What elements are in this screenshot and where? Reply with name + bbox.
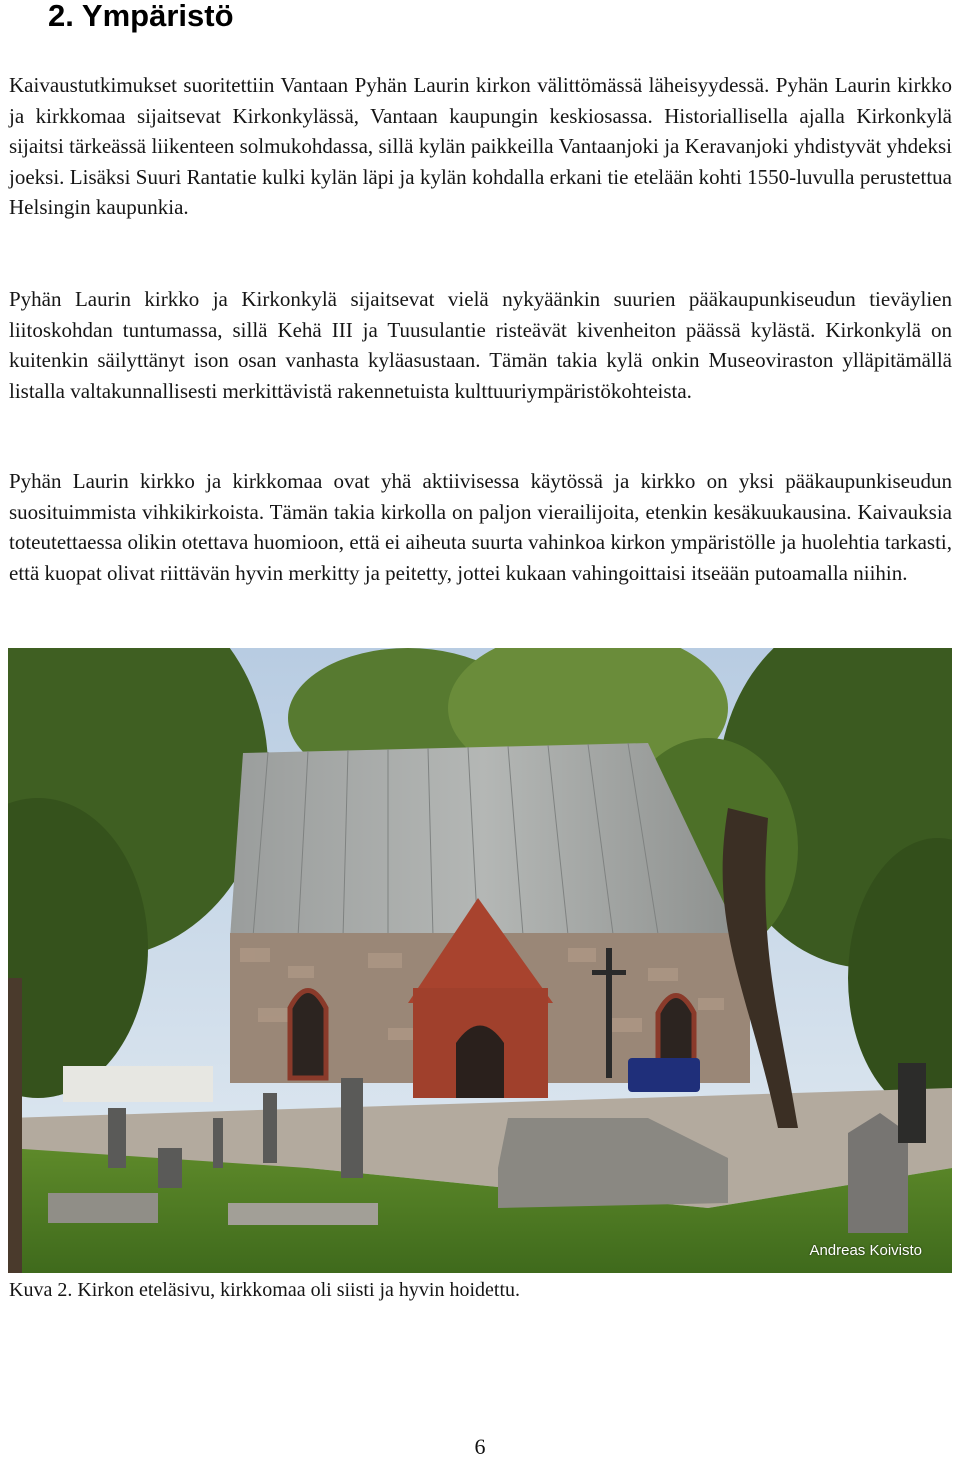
section-heading: 2. Ympäristö <box>48 0 234 33</box>
photo-credit: Andreas Koivisto <box>809 1242 922 1259</box>
church-photo <box>8 648 952 1273</box>
paragraph-1: Kaivaustutkimukset suoritettiin Vantaan Pyhän Laurin kirkon välittömässä läheisyydessä. Pyhän Laurin kirkko ja kirkkomaa sijaitsevat Kirkonkylässä, Vantaan kaupungin keskiosassa. Historiallisella ajalla Kirkonkylä sijaitsi tärkeässä liikenteen solmukohdassa, sillä kylän paikkeilla Vantaanjoki ja Keravanjoki yhdistyvät yhdeksi joeksi. Lisäksi Suuri Rantatie kulki kylän läpi ja kylän kohdalla erkani tie etelään kohti 1550-luvulla perustettua Helsingin kaupunkia. <box>9 73 952 220</box>
page-number: 6 <box>474 1434 486 1459</box>
church-illustration <box>8 648 952 1273</box>
figure-caption: Kuva 2. Kirkon eteläsivu, kirkkomaa oli siisti ja hyvin hoidettu. <box>9 1279 521 1301</box>
paragraph-2: Pyhän Laurin kirkko ja Kirkonkylä sijaitsevat vielä nykyäänkin suurien pääkaupunkiseudun tieväylien liitoskohdan tuntumassa, sillä Kehä III ja Tuusulantie risteävät kivenheiton päässä kylästä. Kirkonkylä on kuitenkin säilyttänyt ison osan vanhasta kyläasustaan. Tämän takia kylä onkin Museoviraston ylläpitämällä listalla valtakunnallisesti merkittävistä rakennetuista kulttuuriympäristökohteista. <box>9 287 952 403</box>
paragraph-3: Pyhän Laurin kirkko ja kirkkomaa ovat yhä aktiivisessa käytössä ja kirkko on yksi pääkaupunkiseudun suosituimmista vihkikirkoista. Tämän takia kirkolla on paljon vierailijoita, etenkin kesäkuukausina. Kaivauksia toteutettaessa olikin otettava huomioon, että ei aiheuta suurta vahinkoa kirkon ympäristölle ja huolehtia tarkasti, että kuopat olivat riittävän hyvin merkitty ja peitetty, jottei kukaan vahingoittaisi itseään putoamalla niihin. <box>9 469 952 585</box>
